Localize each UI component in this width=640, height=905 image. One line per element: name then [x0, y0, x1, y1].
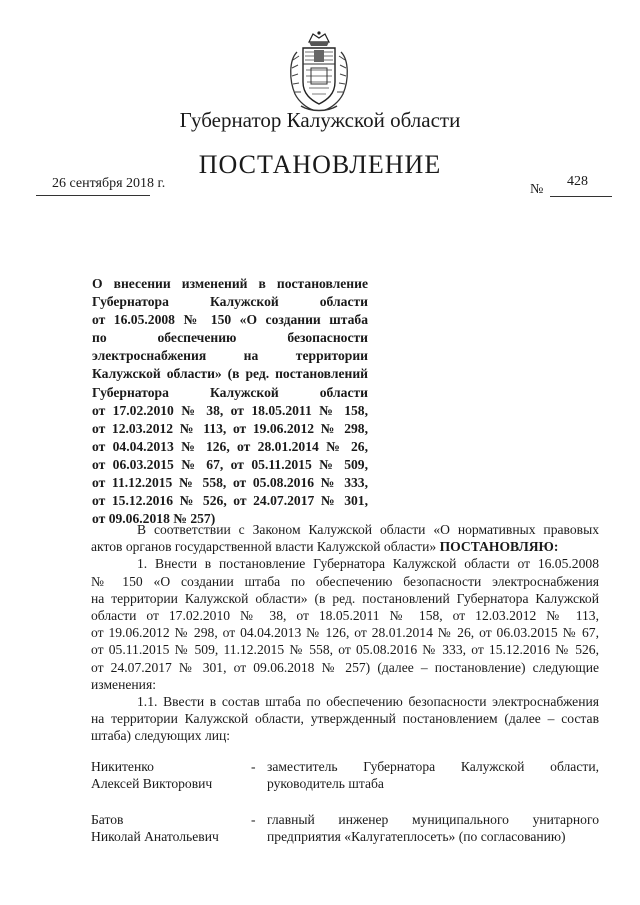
body-line: от 24.07.2017 № 301, от 09.06.2018 № 257) (далее – постановление) следующие [91, 659, 599, 675]
subject-line: электроснабжения на территории [92, 348, 368, 364]
subject-line: от 06.03.2015 № 67, от 05.11.2015 № 509, [92, 456, 368, 472]
number-underline [550, 196, 612, 197]
subject-line: от 11.12.2015 № 558, от 05.08.2016 № 333, [92, 475, 368, 491]
date-underline [36, 195, 150, 196]
member-given-names: Николай Анатольевич [91, 829, 219, 845]
member-role-line: главный инженер муниципального унитарного [267, 812, 599, 827]
kaluga-coat-of-arms-icon [283, 30, 355, 116]
subject-line: от 16.05.2008 № 150 «О создании штаба [92, 312, 368, 328]
document-subject [92, 275, 368, 528]
issuing-authority: Губернатор Калужской области [179, 108, 461, 132]
subject-line: Калужской области» (в ред. постановлений [92, 366, 368, 382]
member-role-line: предприятия «Калугатеплосеть» (по согласованию) [267, 829, 566, 845]
member-surname: Никитенко [91, 759, 154, 774]
member-role-line: заместитель Губернатора Калужской области, [267, 759, 599, 774]
member-dash: - [251, 759, 256, 774]
body-line [91, 538, 599, 555]
member-role [267, 758, 599, 792]
document-body [91, 521, 599, 744]
member-surname: Батов [91, 812, 124, 827]
member-role [267, 811, 599, 845]
member-dash: - [251, 812, 256, 827]
body-line: № 150 «О создании штаба по обеспечению безопасности электроснабжения [91, 573, 599, 589]
subject-line: от 04.04.2013 № 126, от 28.01.2014 № 26, [92, 438, 368, 454]
body-line: 1.1. Ввести в состав штаба по обеспечению безопасности электроснабжения [137, 693, 599, 709]
decree-keyword: ПОСТАНОВЛЯЮ: [439, 539, 559, 555]
document-number: 428 [567, 174, 588, 189]
number-sign: № [530, 182, 544, 197]
subject-line: от 17.02.2010 № 38, от 18.05.2011 № 158, [92, 402, 368, 418]
body-line: на территории Калужской области, утвержденный постановлением (далее – состав [91, 711, 599, 727]
body-line: от 05.11.2015 № 509, 11.12.2015 № 558, от 05.08.2016 № 333, от 15.12.2016 № 526, [91, 642, 599, 658]
body-line: от 19.06.2012 № 298, от 04.04.2013 № 126, от 28.01.2014 № 26, от 06.03.2015 № 67, [91, 625, 599, 641]
body-line: штаба) следующих лиц: [91, 728, 231, 744]
subject-line: от 15.12.2016 № 526, от 24.07.2017 № 301, [92, 493, 368, 509]
subject-line: по обеспечению безопасности [92, 330, 368, 346]
member-given-names: Алексей Викторович [91, 776, 213, 792]
staff-member-row [91, 758, 599, 794]
body-line: В соответствии с Законом Калужской области «О нормативных правовых [137, 522, 599, 537]
body-text: актов органов государственной власти Калужской области» [91, 539, 437, 555]
subject-line: от 12.03.2012 № 113, от 19.06.2012 № 298, [92, 420, 368, 436]
document-date: 26 сентября 2018 г. [52, 176, 166, 191]
subject-line: Губернатора Калужской области [92, 384, 368, 400]
subject-line: от 09.06.2018 № 257) [92, 511, 216, 527]
body-line: области от 17.02.2010 № 38, от 18.05.2011 № 158, от 12.03.2012 № 113, [91, 607, 599, 623]
member-role-line: руководитель штаба [267, 776, 384, 792]
body-line: 1. Внести в постановление Губернатора Калужской области от 16.05.2008 [137, 556, 599, 572]
body-line: на территории Калужской области» (в ред. постановлений Губернатора Калужской [91, 590, 599, 606]
subject-line: Губернатора Калужской области [92, 294, 368, 310]
member-name [91, 758, 251, 792]
subject-line: О внесении изменений в постановление [92, 276, 368, 291]
body-line: изменения: [91, 676, 156, 692]
staff-member-row [91, 811, 599, 847]
member-name [91, 811, 251, 845]
document-type-title: ПОСТАНОВЛЕНИЕ [198, 150, 442, 179]
